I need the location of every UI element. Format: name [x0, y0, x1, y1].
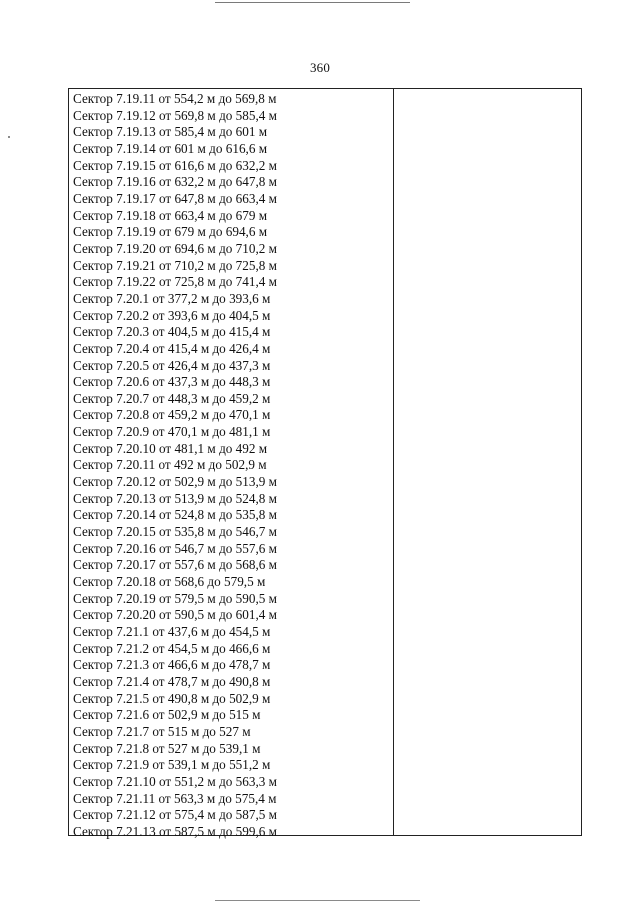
sector-row: Сектор 7.20.5 от 426,4 м до 437,3 м — [73, 357, 271, 373]
sector-row: Сектор 7.19.15 от 616,6 м до 632,2 м — [73, 157, 277, 173]
scan-speck — [8, 136, 10, 138]
sector-row: Сектор 7.19.16 от 632,2 м до 647,8 м — [73, 174, 277, 190]
sector-row: Сектор 7.20.3 от 404,5 м до 415,4 м — [73, 324, 271, 340]
sector-row: Сектор 7.19.21 от 710,2 м до 725,8 м — [73, 257, 277, 273]
sector-row: Сектор 7.20.11 от 492 м до 502,9 м — [73, 457, 267, 473]
sector-row: Сектор 7.21.1 от 437,6 м до 454,5 м — [73, 624, 271, 639]
sector-row: Сектор 7.19.19 от 679 м до 694,6 м — [73, 224, 268, 240]
sector-row: Сектор 7.20.9 от 470,1 м до 481,1 м — [73, 424, 271, 440]
sector-row: Сектор 7.20.14 от 524,8 м до 535,8 м — [73, 507, 277, 523]
sector-row: Сектор 7.20.2 от 393,6 м до 404,5 м — [73, 307, 271, 323]
sector-row: Сектор 7.20.12 от 502,9 м до 513,9 м — [73, 474, 277, 490]
sector-row: Сектор 7.19.14 от 601 м до 616,6 м — [73, 140, 268, 156]
sector-row: Сектор 7.19.20 от 694,6 м до 710,2 м — [73, 240, 277, 256]
page-number: 360 — [309, 60, 331, 75]
sector-row: Сектор 7.19.13 от 585,4 м до 601 м — [73, 124, 268, 140]
sector-row: Сектор 7.20.18 от 568,6 до 579,5 м — [73, 574, 266, 590]
sector-row: Сектор 7.20.16 от 546,7 м до 557,6 м — [73, 540, 277, 556]
sector-row: Сектор 7.20.15 от 535,8 м до 546,7 м — [73, 524, 277, 540]
sector-row: Сектор 7.20.13 от 513,9 м до 524,8 м — [73, 490, 277, 506]
sector-row: Сектор 7.20.8 от 459,2 м до 470,1 м — [73, 407, 271, 423]
sector-row: Сектор 7.20.20 от 590,5 м до 601,4 м — [73, 607, 277, 623]
sector-row: Сектор 7.21.7 от 515 м до 527 м — [73, 723, 251, 739]
sector-row: Сектор 7.21.13 от 587,5 м до 599,6 м — [73, 823, 277, 839]
sector-row: Сектор 7.20.19 от 579,5 м до 590,5 м — [73, 590, 277, 606]
sector-row: Сектор 7.20.17 от 557,6 м до 568,6 м — [73, 557, 277, 573]
scan-edge-bottom — [215, 900, 420, 901]
sector-row: Сектор 7.21.12 от 575,4 м до 587,5 м — [73, 807, 277, 823]
sector-row: Сектор 7.21.8 от 527 м до 539,1 м — [73, 740, 261, 756]
sector-list-column — [69, 91, 393, 841]
sector-row: Сектор 7.20.1 от 377,2 м до 393,6 м — [73, 290, 271, 306]
sector-row: Сектор 7.20.6 от 437,3 м до 448,3 м — [73, 374, 271, 390]
sector-row: Сектор 7.21.9 от 539,1 м до 551,2 м — [73, 757, 271, 773]
scan-edge-top — [215, 2, 410, 3]
column-divider — [393, 89, 394, 835]
sector-row: Сектор 7.19.22 от 725,8 м до 741,4 м — [73, 274, 277, 290]
sector-row: Сектор 7.19.17 от 647,8 м до 663,4 м — [73, 190, 277, 206]
sector-row: Сектор 7.19.18 от 663,4 м до 679 м — [73, 207, 268, 223]
sector-table — [68, 88, 582, 839]
sector-row: Сектор 7.20.4 от 415,4 м до 426,4 м — [73, 340, 271, 356]
sector-row: Сектор 7.21.11 от 563,3 м до 575,4 м — [73, 790, 277, 806]
sector-row: Сектор 7.19.11 от 554,2 м до 569,8 м — [73, 91, 277, 106]
sector-row: Сектор 7.21.2 от 454,5 м до 466,6 м — [73, 640, 271, 656]
sector-row: Сектор 7.21.3 от 466,6 м до 478,7 м — [73, 657, 271, 673]
sector-row: Сектор 7.19.12 от 569,8 м до 585,4 м — [73, 107, 277, 123]
sector-row: Сектор 7.21.4 от 478,7 м до 490,8 м — [73, 673, 271, 689]
sector-row: Сектор 7.21.5 от 490,8 м до 502,9 м — [73, 690, 271, 706]
sector-row: Сектор 7.20.7 от 448,3 м до 459,2 м — [73, 390, 271, 406]
sector-row: Сектор 7.20.10 от 481,1 м до 492 м — [73, 440, 268, 456]
sector-row: Сектор 7.21.6 от 502,9 м до 515 м — [73, 707, 261, 723]
sector-row: Сектор 7.21.10 от 551,2 м до 563,3 м — [73, 773, 277, 789]
